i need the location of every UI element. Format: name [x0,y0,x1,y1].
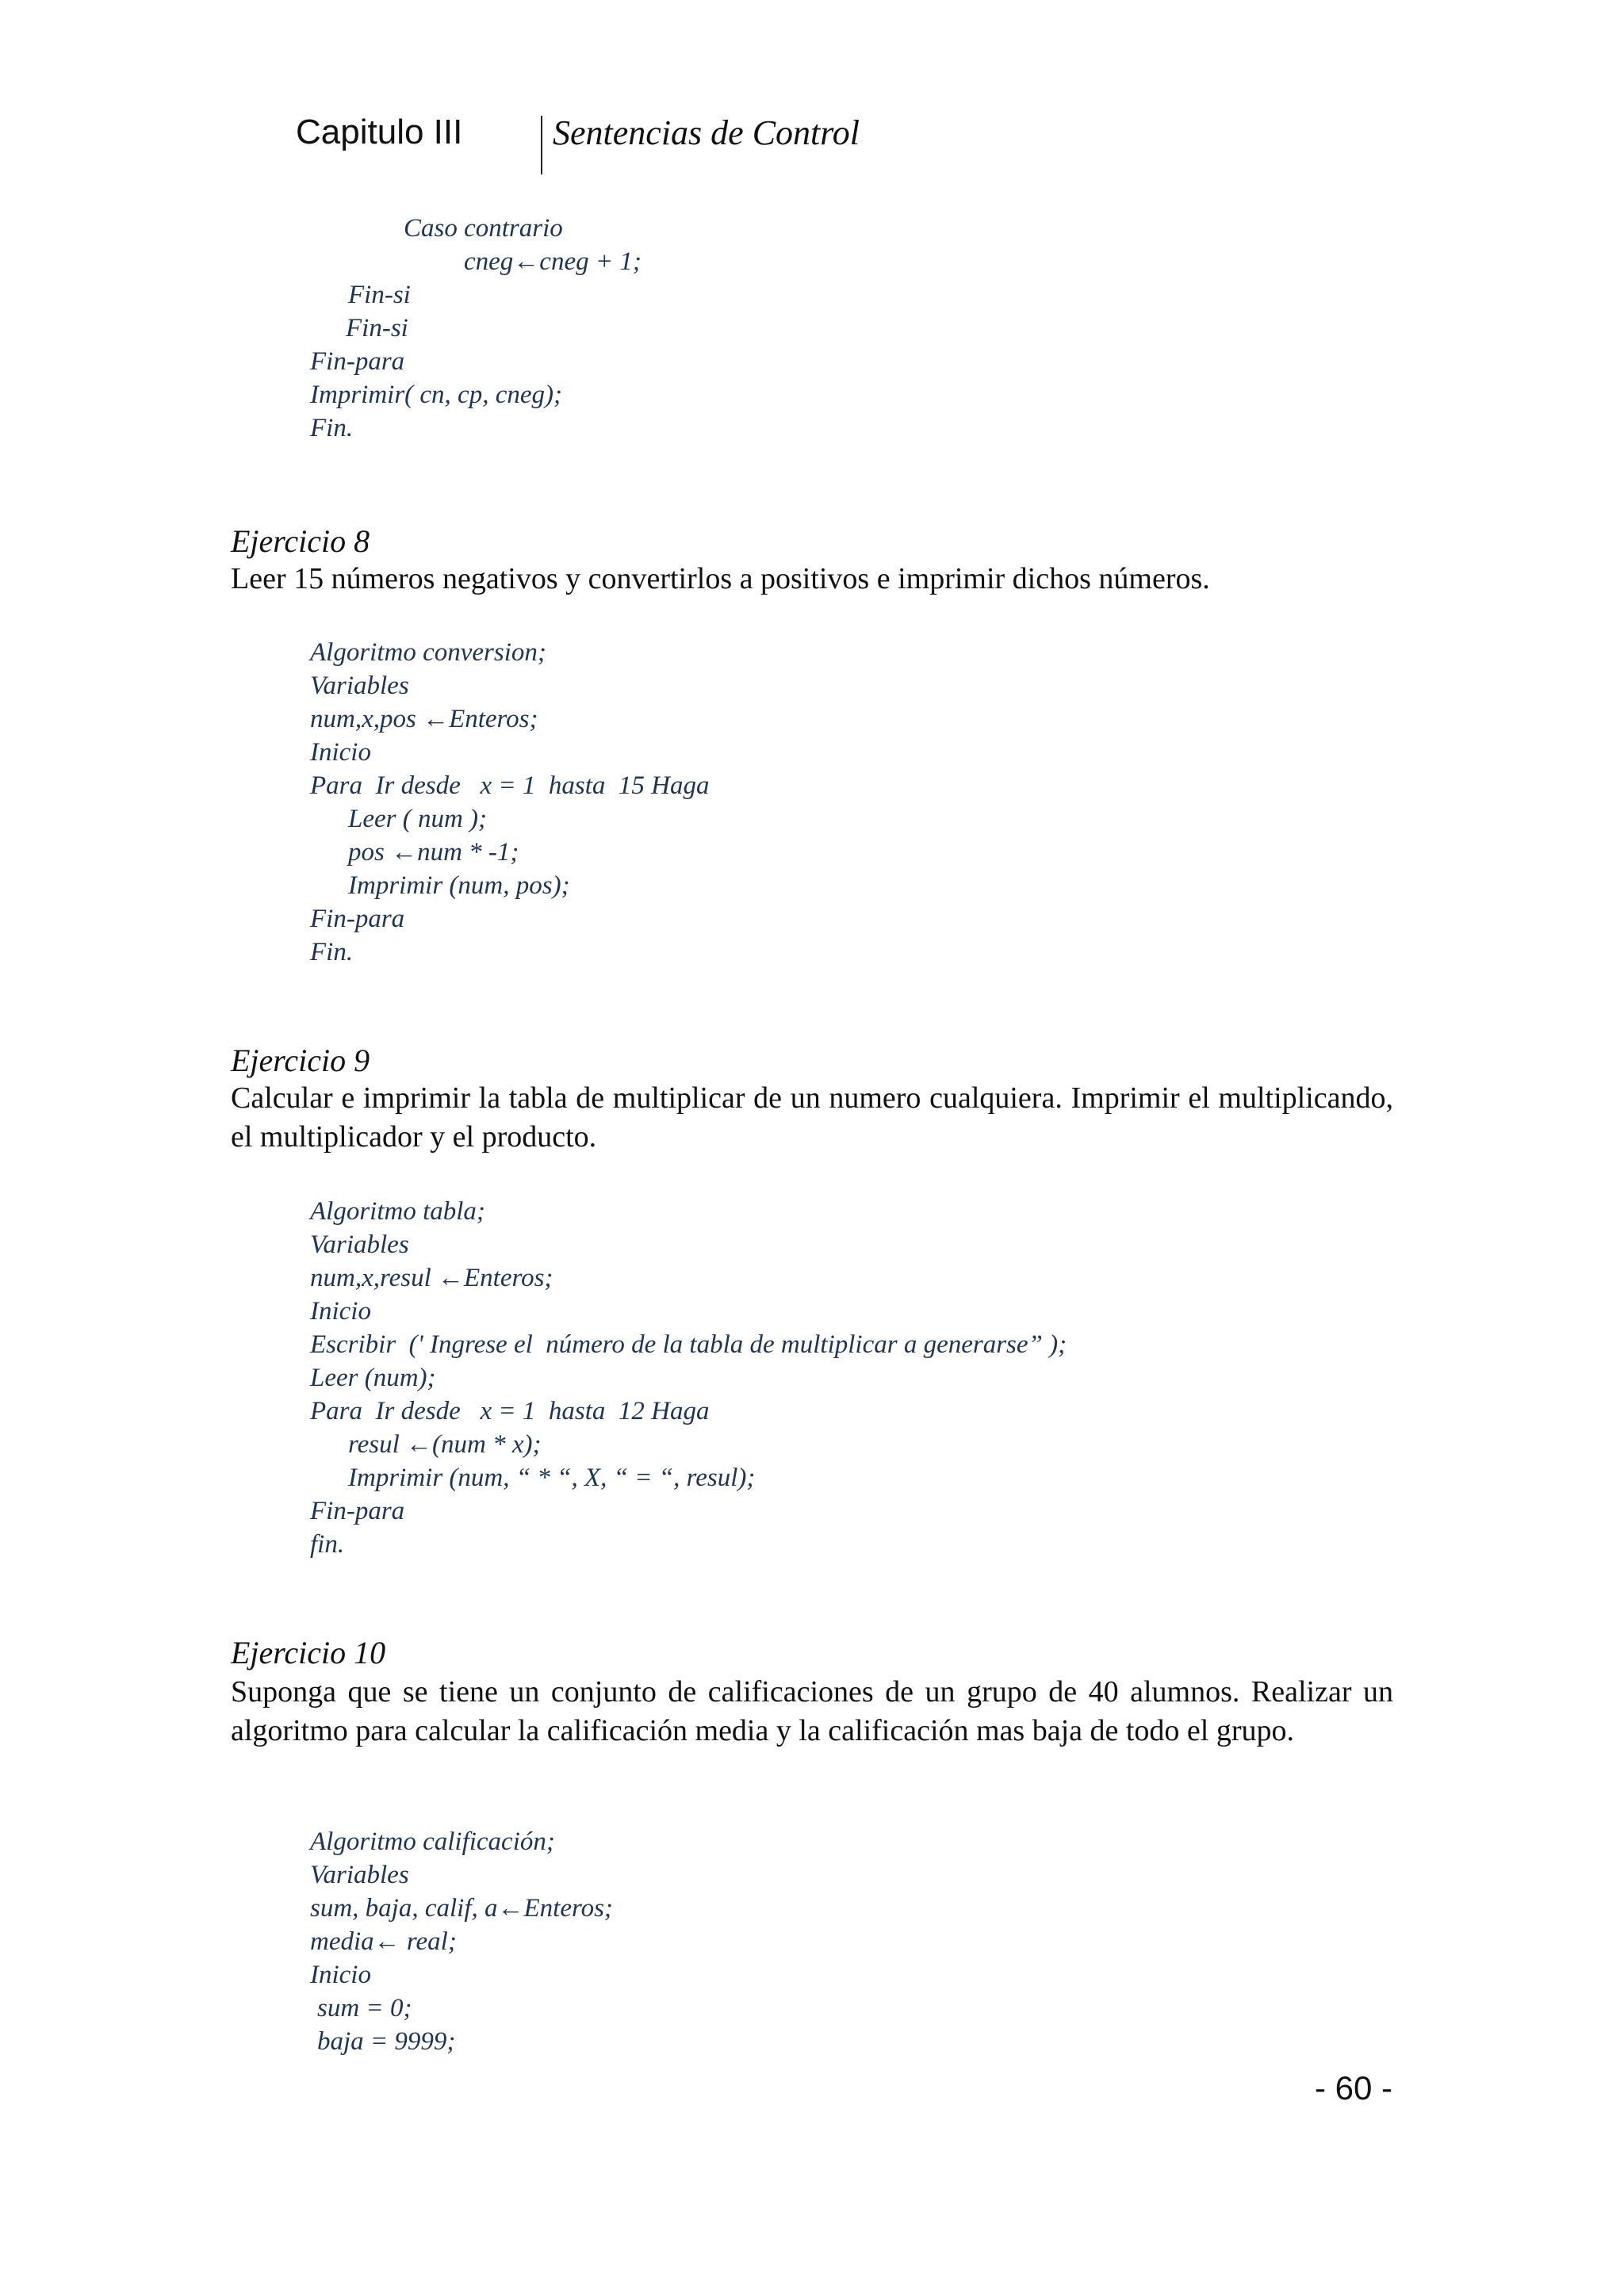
code-line: Variables [310,672,409,700]
code-line: sum = 0; [317,1994,412,2022]
code-line: Algoritmo conversion; [310,638,546,667]
exercise-8-heading: Ejercicio 8 [231,523,370,559]
code-line: Leer (num); [310,1364,436,1392]
code-line: Fin-para [310,1497,405,1525]
code-line: Leer ( num ); [348,805,488,833]
code-line: Fin. [310,938,354,966]
code-line: Fin-para [310,347,405,376]
exercise-10-description: Suponga que se tiene un conjunto de calificaciones de un grupo de 40 alumnos. Realizar un algoritmo para calcular la calificación media y la calificación mas baja de todo el grupo. [231,1675,1393,1747]
code-line: Fin-si [348,281,411,309]
code-line: Inicio [310,1961,371,1989]
page-number: - 60 - [1314,2069,1392,2107]
code-line: resul ←(num * x); [348,1430,542,1459]
chapter-title: Capitulo III [296,113,463,151]
exercise-9-heading: Ejercicio 9 [231,1043,370,1078]
code-line: media← real; [310,1927,457,1956]
code-line: Escribir (' Ingrese el número de la tabla de multiplicar a generarse” ); [310,1330,1067,1359]
code-line: cneg←cneg + 1; [464,247,642,276]
code-line: fin. [310,1530,345,1559]
code-line: sum, baja, calif, a←Enteros; [310,1894,613,1923]
code-line: Imprimir( cn, cp, cneg); [310,381,562,409]
code-line: Fin. [310,414,354,442]
code-line: Imprimir (num, “ * “, X, “ = “, resul); [348,1464,756,1492]
section-title: Sentencias de Control [553,113,860,152]
code-line: Algoritmo tabla; [310,1197,485,1226]
exercise-9-description: Calcular e imprimir la tabla de multiplicar de un numero cualquiera. Imprimir el multiplicando, el multiplicador y el producto. [231,1081,1393,1154]
code-line: num,x,resul ←Enteros; [310,1264,553,1292]
code-line: Caso contrario [404,214,563,243]
code-line: Inicio [310,1297,371,1326]
code-line: Algoritmo calificación; [310,1827,555,1856]
code-line: Fin-para [310,905,405,933]
exercise-10-heading: Ejercicio 10 [231,1635,386,1670]
code-line: pos ←num * -1; [348,838,519,867]
exercise-8-description: Leer 15 números negativos y convertirlos a positivos e imprimir dichos números. [231,562,1210,595]
code-line: Para Ir desde x = 1 hasta 15 Haga [310,771,710,800]
code-line: Variables [310,1861,409,1889]
code-line: baja = 9999; [317,2027,456,2056]
code-line: Imprimir (num, pos); [348,871,570,900]
header-divider [541,116,542,174]
code-line: Variables [310,1230,409,1259]
code-line: num,x,pos ←Enteros; [310,705,538,733]
code-line: Para Ir desde x = 1 hasta 12 Haga [310,1397,710,1425]
code-line: Inicio [310,738,371,767]
code-line: Fin-si [346,314,408,342]
